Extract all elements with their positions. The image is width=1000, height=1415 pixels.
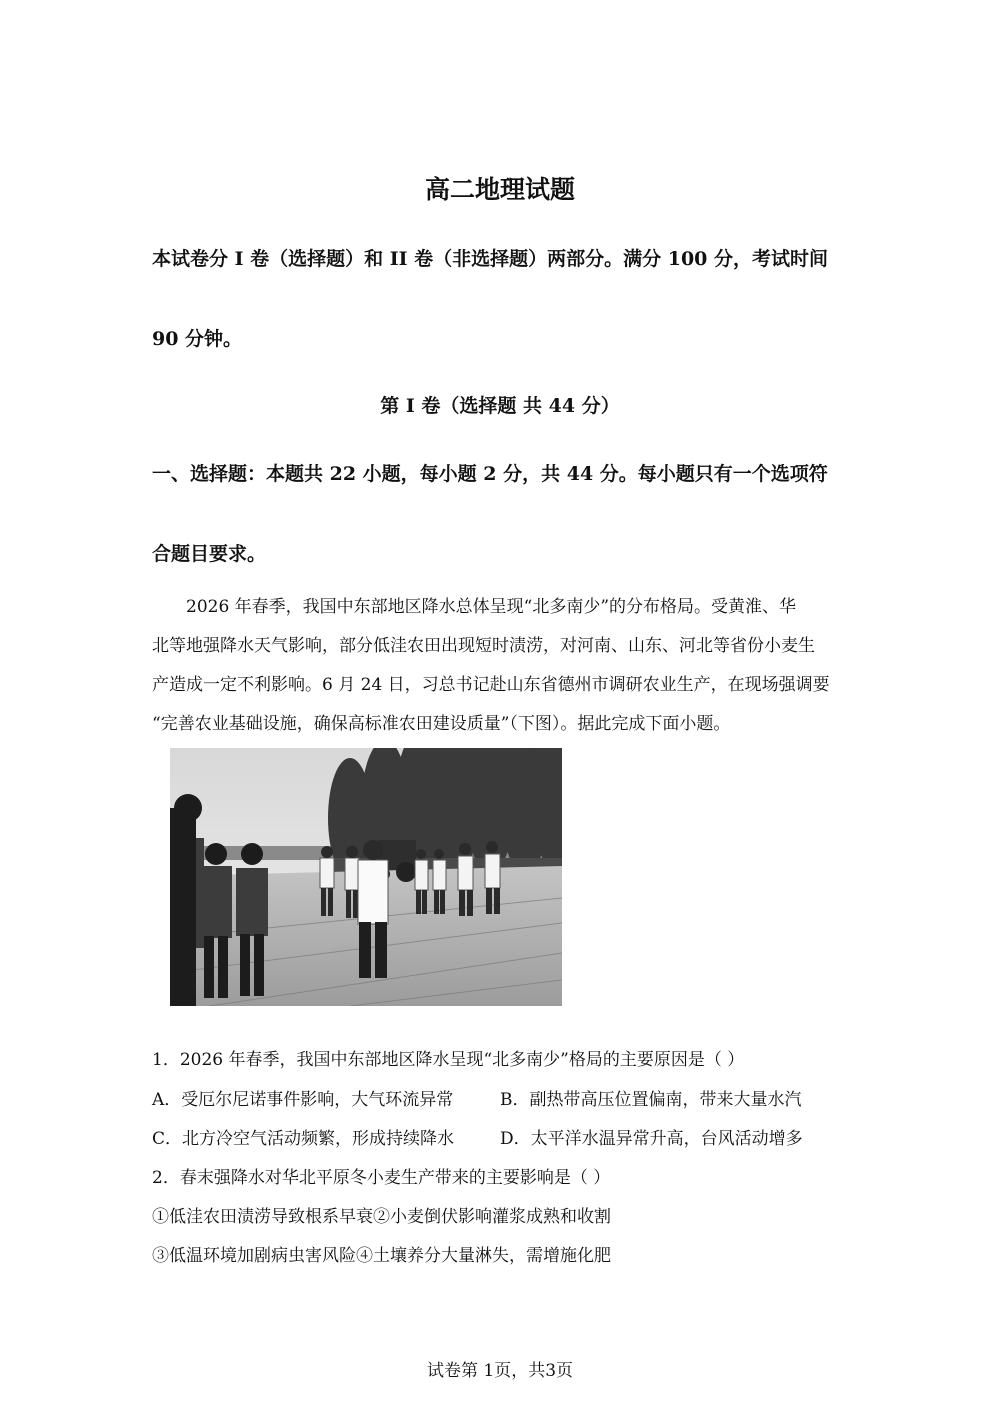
section-title: 第 I 卷（选择题 共 44 分）	[380, 395, 620, 417]
question-1-option-c: C．北方冷空气活动频繁，形成持续降水	[152, 1129, 455, 1149]
intro-line-1: 本试卷分 I 卷（选择题）和 II 卷（非选择题）两部分。满分 100 分，考试时间	[152, 248, 829, 270]
question-2-stem: 2．春末强降水对华北平原冬小麦生产带来的主要影响是（ ）	[152, 1168, 611, 1188]
instructions-line-2: 合题目要求。	[152, 543, 267, 565]
question-1-option-a: A．受厄尔尼诺事件影响，大气环流异常	[152, 1090, 454, 1110]
intro-line-2: 90 分钟。	[152, 328, 243, 350]
instructions-line-1: 一、选择题：本题共 22 小题，每小题 2 分，共 44 分。每小题只有一个选项符	[152, 463, 828, 485]
passage-line-3: 产造成一定不利影响。6 月 24 日，习总书记赴山东省德州市调研农业生产，在现场强调要	[152, 675, 830, 695]
field-inspection-photo	[170, 748, 562, 1006]
question-1-stem: 1．2026 年春季，我国中东部地区降水呈现“北多南少”格局的主要原因是（ ）	[152, 1050, 745, 1070]
question-2-statements-2: ③低温环境加剧病虫害风险④土壤养分大量淋失，需增施化肥	[152, 1246, 611, 1266]
page-title: 高二地理试题	[424, 175, 575, 204]
passage-line-2: 北等地强降水天气影响，部分低洼农田出现短时渍涝，对河南、山东、河北等省份小麦生	[152, 636, 815, 656]
question-1-option-d: D．太平洋水温异常升高，台风活动增多	[500, 1129, 803, 1149]
passage-line-4: “完善农业基础设施，确保高标准农田建设质量”（下图）。据此完成下面小题。	[152, 714, 731, 734]
passage-line-1: 2026 年春季，我国中东部地区降水总体呈现“北多南少”的分布格局。受黄淮、华	[186, 597, 797, 617]
question-1-option-b: B．副热带高压位置偏南，带来大量水汽	[500, 1090, 802, 1110]
page-footer: 试卷第 1页，共3页	[426, 1361, 574, 1381]
question-2-statements-1: ①低洼农田渍涝导致根系早衰②小麦倒伏影响灌浆成熟和收割	[152, 1207, 611, 1227]
